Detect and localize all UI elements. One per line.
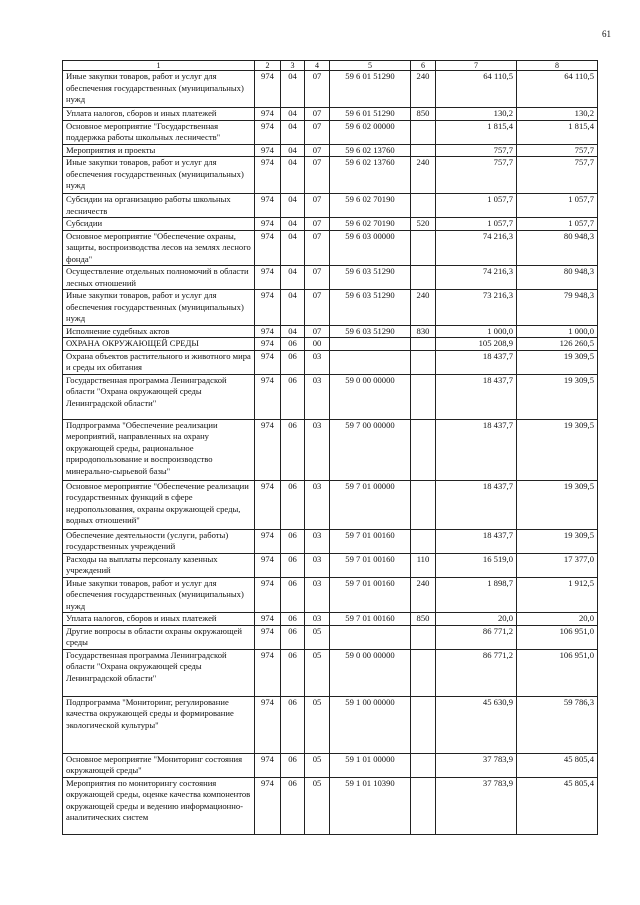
row-vr: 240 (411, 71, 436, 108)
row-sum-1: 105 208,9 (436, 338, 517, 351)
row-pr: 07 (305, 71, 330, 108)
row-rz: 06 (281, 696, 305, 753)
table-row (63, 325, 598, 338)
row-pr: 03 (305, 529, 330, 553)
row-ved: 974 (255, 480, 281, 529)
row-vr (411, 350, 436, 374)
row-rz: 06 (281, 419, 305, 480)
row-pr: 03 (305, 577, 330, 613)
row-name: Подпрограмма "Мониторинг, регулирование качества окружающей среды и формирование экологической культуры" (63, 696, 255, 753)
row-vr (411, 120, 436, 144)
row-ved: 974 (255, 777, 281, 834)
row-csr: 59 6 03 51290 (330, 325, 411, 338)
row-rz: 04 (281, 230, 305, 266)
row-sum-1: 74 216,3 (436, 230, 517, 266)
row-pr: 03 (305, 613, 330, 626)
table-row (63, 230, 598, 266)
row-ved: 974 (255, 613, 281, 626)
row-sum-2: 19 309,5 (517, 480, 598, 529)
row-vr (411, 625, 436, 649)
row-sum-1: 1 898,7 (436, 577, 517, 613)
row-pr: 07 (305, 157, 330, 194)
table-row (63, 577, 598, 613)
table-row (63, 108, 598, 121)
row-csr (330, 338, 411, 351)
row-ved: 974 (255, 120, 281, 144)
row-rz: 06 (281, 350, 305, 374)
row-ved: 974 (255, 553, 281, 577)
header-cell: 5 (330, 61, 411, 71)
row-sum-1: 1 057,7 (436, 218, 517, 231)
row-rz: 04 (281, 157, 305, 194)
row-rz: 04 (281, 71, 305, 108)
row-sum-2: 757,7 (517, 157, 598, 194)
row-vr (411, 144, 436, 157)
row-sum-2: 126 260,5 (517, 338, 598, 351)
row-csr: 59 7 01 00000 (330, 480, 411, 529)
row-rz: 06 (281, 374, 305, 419)
row-pr: 03 (305, 480, 330, 529)
row-pr: 07 (305, 325, 330, 338)
row-pr: 05 (305, 696, 330, 753)
row-vr (411, 696, 436, 753)
table-row (63, 553, 598, 577)
table-row (63, 338, 598, 351)
row-rz: 04 (281, 290, 305, 326)
row-pr: 07 (305, 266, 330, 290)
row-sum-1: 130,2 (436, 108, 517, 121)
row-ved: 974 (255, 218, 281, 231)
row-sum-1: 757,7 (436, 144, 517, 157)
row-rz: 04 (281, 194, 305, 218)
row-sum-2: 79 948,3 (517, 290, 598, 326)
row-rz: 06 (281, 553, 305, 577)
row-pr: 07 (305, 144, 330, 157)
row-rz: 06 (281, 625, 305, 649)
budget-table (62, 60, 598, 835)
table-row (63, 753, 598, 777)
row-name: Основное мероприятие "Государственная поддержка работы школьных лесничеств" (63, 120, 255, 144)
row-csr (330, 625, 411, 649)
row-sum-1: 73 216,3 (436, 290, 517, 326)
row-ved: 974 (255, 266, 281, 290)
header-cell: 7 (436, 61, 517, 71)
row-name: Расходы на выплаты персоналу казенных учреждений (63, 553, 255, 577)
row-name: Охрана объектов растительного и животного мира и среды их обитания (63, 350, 255, 374)
row-vr (411, 374, 436, 419)
row-name: Иные закупки товаров, работ и услуг для обеспечения государственных (муниципальных) нужд (63, 290, 255, 326)
table-row (63, 419, 598, 480)
row-sum-1: 18 437,7 (436, 350, 517, 374)
row-pr: 07 (305, 108, 330, 121)
row-name: Государственная программа Ленинградской области "Охрана окружающей среды Ленинградской области" (63, 649, 255, 696)
row-vr: 520 (411, 218, 436, 231)
row-name: Иные закупки товаров, работ и услуг для обеспечения государственных (муниципальных) нужд (63, 71, 255, 108)
table-row (63, 374, 598, 419)
table-body (63, 71, 598, 835)
row-sum-2: 80 948,3 (517, 230, 598, 266)
row-vr: 240 (411, 577, 436, 613)
row-sum-1: 1 815,4 (436, 120, 517, 144)
table-row (63, 777, 598, 834)
row-rz: 06 (281, 529, 305, 553)
row-csr: 59 7 01 00160 (330, 529, 411, 553)
header-cell: 4 (305, 61, 330, 71)
row-pr: 05 (305, 753, 330, 777)
row-pr: 07 (305, 194, 330, 218)
row-sum-2: 19 309,5 (517, 419, 598, 480)
row-pr: 07 (305, 218, 330, 231)
table-row (63, 613, 598, 626)
row-vr: 830 (411, 325, 436, 338)
row-name: Иные закупки товаров, работ и услуг для обеспечения государственных (муниципальных) нужд (63, 577, 255, 613)
row-sum-2: 19 309,5 (517, 374, 598, 419)
row-rz: 04 (281, 266, 305, 290)
row-vr (411, 266, 436, 290)
row-sum-2: 130,2 (517, 108, 598, 121)
table-row (63, 696, 598, 753)
table-row (63, 71, 598, 108)
header-row (63, 61, 598, 71)
row-name: Основное мероприятие "Обеспечение реализации государственных функций в сфере недропользования, охраны окружающей среды, водных отношений" (63, 480, 255, 529)
row-sum-2: 1 815,4 (517, 120, 598, 144)
row-rz: 04 (281, 218, 305, 231)
row-csr: 59 6 03 00000 (330, 230, 411, 266)
row-vr (411, 194, 436, 218)
row-csr: 59 0 00 00000 (330, 649, 411, 696)
row-csr: 59 1 01 10390 (330, 777, 411, 834)
row-sum-1: 16 519,0 (436, 553, 517, 577)
row-name: Основное мероприятие "Обеспечение охраны, защиты, воспроизводства лесов на землях лесного фонда" (63, 230, 255, 266)
row-name: Уплата налогов, сборов и иных платежей (63, 613, 255, 626)
row-csr: 59 6 02 70190 (330, 194, 411, 218)
header-cell: 3 (281, 61, 305, 71)
row-rz: 06 (281, 649, 305, 696)
row-name: Уплата налогов, сборов и иных платежей (63, 108, 255, 121)
row-vr (411, 753, 436, 777)
table-row (63, 625, 598, 649)
row-ved: 974 (255, 71, 281, 108)
row-sum-2: 1 057,7 (517, 218, 598, 231)
row-vr (411, 480, 436, 529)
row-sum-1: 1 000,0 (436, 325, 517, 338)
row-sum-2: 45 805,4 (517, 777, 598, 834)
row-ved: 974 (255, 529, 281, 553)
row-pr: 05 (305, 625, 330, 649)
row-csr: 59 6 02 00000 (330, 120, 411, 144)
row-rz: 06 (281, 338, 305, 351)
row-rz: 06 (281, 753, 305, 777)
row-sum-2: 19 309,5 (517, 350, 598, 374)
row-name: Другие вопросы в области охраны окружающей среды (63, 625, 255, 649)
header-cell: 2 (255, 61, 281, 71)
row-sum-1: 86 771,2 (436, 625, 517, 649)
row-csr: 59 1 01 00000 (330, 753, 411, 777)
row-name: Подпрограмма "Обеспечение реализации мероприятий, направленных на охрану окружающей среды, рациональное природопользование и воспроизводство минерально-сырьевой базы" (63, 419, 255, 480)
row-pr: 07 (305, 120, 330, 144)
row-rz: 06 (281, 777, 305, 834)
row-rz: 04 (281, 325, 305, 338)
row-csr: 59 7 00 00000 (330, 419, 411, 480)
row-ved: 974 (255, 338, 281, 351)
table-row (63, 266, 598, 290)
row-pr: 00 (305, 338, 330, 351)
table-row (63, 649, 598, 696)
row-pr: 03 (305, 374, 330, 419)
row-sum-1: 37 783,9 (436, 777, 517, 834)
row-sum-2: 64 110,5 (517, 71, 598, 108)
row-sum-1: 18 437,7 (436, 480, 517, 529)
row-sum-2: 20,0 (517, 613, 598, 626)
row-pr: 03 (305, 350, 330, 374)
row-ved: 974 (255, 325, 281, 338)
table-row (63, 120, 598, 144)
row-sum-2: 59 786,3 (517, 696, 598, 753)
row-rz: 06 (281, 613, 305, 626)
row-ved: 974 (255, 374, 281, 419)
table-row (63, 144, 598, 157)
row-sum-1: 64 110,5 (436, 71, 517, 108)
table-row (63, 480, 598, 529)
row-ved: 974 (255, 649, 281, 696)
row-sum-2: 757,7 (517, 144, 598, 157)
row-vr (411, 419, 436, 480)
table-row (63, 290, 598, 326)
row-csr: 59 7 01 00160 (330, 577, 411, 613)
row-vr: 850 (411, 613, 436, 626)
table-row (63, 157, 598, 194)
row-pr: 05 (305, 649, 330, 696)
row-csr: 59 0 00 00000 (330, 374, 411, 419)
row-ved: 974 (255, 157, 281, 194)
row-sum-1: 45 630,9 (436, 696, 517, 753)
row-name: Государственная программа Ленинградской области "Охрана окружающей среды Ленинградской области" (63, 374, 255, 419)
header-cell: 1 (63, 61, 255, 71)
row-name: Обеспечение деятельности (услуги, работы) государственных учреждений (63, 529, 255, 553)
header-cell: 6 (411, 61, 436, 71)
row-sum-1: 20,0 (436, 613, 517, 626)
header-cell: 8 (517, 61, 598, 71)
row-csr: 59 6 03 51290 (330, 290, 411, 326)
row-vr (411, 338, 436, 351)
row-name: Субсидии на организацию работы школьных лесничеств (63, 194, 255, 218)
row-csr: 59 1 00 00000 (330, 696, 411, 753)
page-number: 61 (602, 29, 611, 39)
row-csr: 59 7 01 00160 (330, 553, 411, 577)
row-sum-1: 37 783,9 (436, 753, 517, 777)
row-name: ОХРАНА ОКРУЖАЮЩЕЙ СРЕДЫ (63, 338, 255, 351)
row-sum-2: 106 951,0 (517, 625, 598, 649)
table-row (63, 529, 598, 553)
row-csr: 59 6 02 13760 (330, 144, 411, 157)
row-pr: 05 (305, 777, 330, 834)
row-ved: 974 (255, 753, 281, 777)
row-sum-2: 1 057,7 (517, 194, 598, 218)
row-sum-1: 18 437,7 (436, 419, 517, 480)
row-sum-1: 757,7 (436, 157, 517, 194)
row-name: Мероприятия по мониторингу состояния окружающей среды, оценке качества компонентов окружающей среды и ведению информационно-аналитических систем (63, 777, 255, 834)
row-name: Мероприятия и проекты (63, 144, 255, 157)
row-rz: 06 (281, 577, 305, 613)
row-vr: 240 (411, 290, 436, 326)
row-sum-1: 1 057,7 (436, 194, 517, 218)
row-sum-1: 18 437,7 (436, 374, 517, 419)
row-vr: 240 (411, 157, 436, 194)
row-csr: 59 6 01 51290 (330, 108, 411, 121)
table-row (63, 350, 598, 374)
row-rz: 04 (281, 108, 305, 121)
row-ved: 974 (255, 419, 281, 480)
row-vr: 110 (411, 553, 436, 577)
row-csr: 59 6 02 13760 (330, 157, 411, 194)
row-vr (411, 529, 436, 553)
row-name: Иные закупки товаров, работ и услуг для обеспечения государственных (муниципальных) нужд (63, 157, 255, 194)
row-pr: 03 (305, 553, 330, 577)
row-vr (411, 649, 436, 696)
row-csr: 59 6 02 70190 (330, 218, 411, 231)
row-sum-1: 86 771,2 (436, 649, 517, 696)
row-ved: 974 (255, 577, 281, 613)
row-name: Субсидии (63, 218, 255, 231)
row-sum-2: 106 951,0 (517, 649, 598, 696)
row-sum-2: 1 912,5 (517, 577, 598, 613)
row-name: Исполнение судебных актов (63, 325, 255, 338)
row-sum-2: 17 377,0 (517, 553, 598, 577)
row-csr: 59 6 01 51290 (330, 71, 411, 108)
row-ved: 974 (255, 696, 281, 753)
row-sum-2: 45 805,4 (517, 753, 598, 777)
row-sum-2: 19 309,5 (517, 529, 598, 553)
row-ved: 974 (255, 625, 281, 649)
table-row (63, 194, 598, 218)
row-rz: 04 (281, 120, 305, 144)
row-name: Основное мероприятие "Мониторинг состояния окружающей среды" (63, 753, 255, 777)
row-rz: 04 (281, 144, 305, 157)
row-pr: 03 (305, 419, 330, 480)
row-pr: 07 (305, 230, 330, 266)
row-vr (411, 230, 436, 266)
row-sum-1: 18 437,7 (436, 529, 517, 553)
row-ved: 974 (255, 290, 281, 326)
row-csr: 59 6 03 51290 (330, 266, 411, 290)
table-row (63, 218, 598, 231)
row-rz: 06 (281, 480, 305, 529)
row-sum-2: 80 948,3 (517, 266, 598, 290)
row-sum-1: 74 216,3 (436, 266, 517, 290)
row-csr: 59 7 01 00160 (330, 613, 411, 626)
row-ved: 974 (255, 194, 281, 218)
row-sum-2: 1 000,0 (517, 325, 598, 338)
row-pr: 07 (305, 290, 330, 326)
row-ved: 974 (255, 350, 281, 374)
row-ved: 974 (255, 144, 281, 157)
row-vr (411, 777, 436, 834)
row-ved: 974 (255, 108, 281, 121)
row-csr (330, 350, 411, 374)
row-vr: 850 (411, 108, 436, 121)
row-name: Осуществление отдельных полномочий в области лесных отношений (63, 266, 255, 290)
row-ved: 974 (255, 230, 281, 266)
